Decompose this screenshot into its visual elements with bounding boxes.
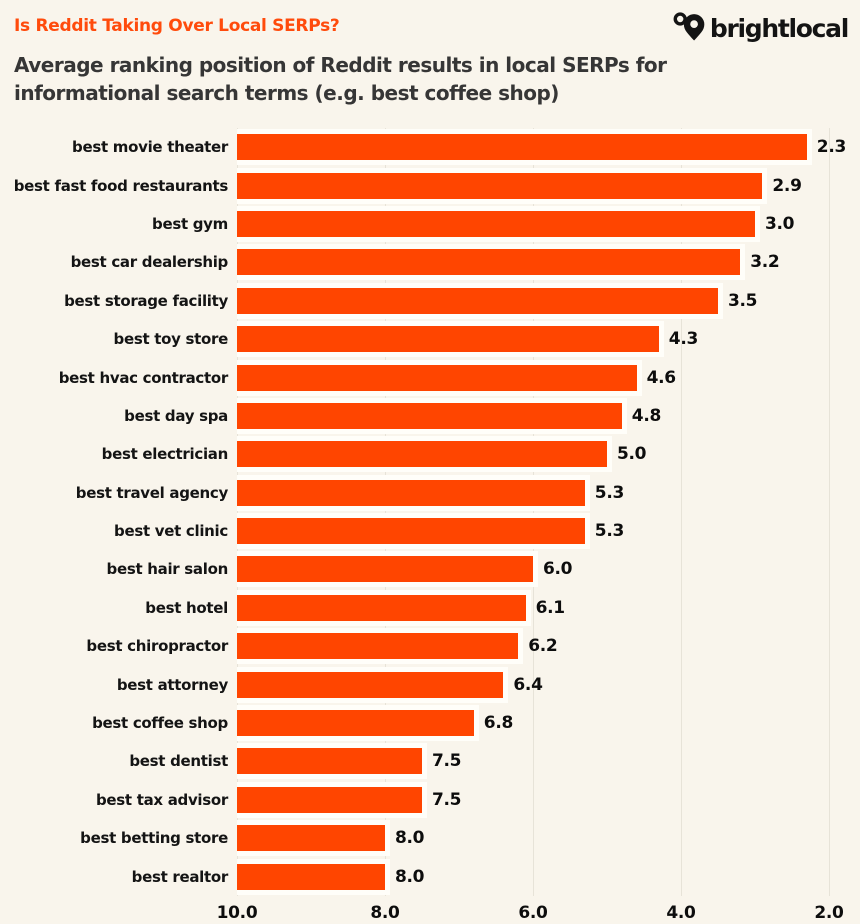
- x-tick-label: 10.0: [216, 903, 258, 923]
- bar-value-label: 3.5: [727, 290, 758, 311]
- bar: [237, 590, 531, 626]
- bar: [237, 206, 760, 242]
- bar-track: [237, 282, 860, 320]
- bar: [237, 628, 523, 664]
- category-label: best betting store: [80, 829, 228, 848]
- bar-track: [237, 435, 860, 473]
- category-label: best hair salon: [106, 560, 228, 579]
- bar-track: [237, 781, 860, 819]
- bar: [237, 667, 508, 703]
- bar-value-label: 5.3: [594, 482, 625, 503]
- bar-track: [237, 243, 860, 281]
- chart-row: [0, 358, 860, 396]
- bar-value-label: 6.0: [542, 559, 573, 580]
- bar-track: [237, 627, 860, 665]
- bar: [237, 551, 538, 587]
- chart-row: [0, 857, 860, 895]
- bar-value-label: 4.3: [668, 329, 699, 350]
- x-tick-label: 6.0: [518, 903, 548, 923]
- chart-title: [14, 52, 846, 107]
- bar-value-label: 6.2: [528, 636, 558, 657]
- bar: [237, 743, 427, 779]
- x-axis: [216, 896, 860, 924]
- chart-row: [0, 205, 860, 243]
- category-label: best toy store: [113, 330, 228, 349]
- category-label: best car dealership: [70, 253, 228, 272]
- category-label: best coffee shop: [92, 714, 228, 733]
- bar-value-label: 6.1: [535, 597, 565, 618]
- category-label: best travel agency: [75, 483, 228, 502]
- chart-row: [0, 550, 860, 588]
- bar-track: [237, 474, 860, 512]
- bar: [237, 244, 745, 280]
- bar: [237, 859, 390, 895]
- x-tick-label: 4.0: [666, 903, 696, 923]
- bar-value-label: 5.0: [616, 444, 647, 465]
- chart-row: [0, 819, 860, 857]
- bar-track: [237, 166, 860, 204]
- chart-row: [0, 243, 860, 281]
- bar-value-label: 2.9: [772, 175, 802, 196]
- category-label: best attorney: [116, 675, 228, 694]
- bar-chart: [0, 128, 860, 924]
- bar-track: [237, 128, 860, 166]
- chart-row: [0, 742, 860, 780]
- chart-title-line2: informational search terms (e.g. best coffee shop): [14, 80, 559, 105]
- chart-row: [0, 128, 860, 166]
- bar-value-label: 5.3: [594, 521, 625, 542]
- x-tick-label: 8.0: [370, 903, 400, 923]
- chart-title-line1: Average ranking position of Reddit results in local SERPs for: [14, 53, 667, 77]
- bar: [237, 782, 427, 818]
- chart-row: [0, 282, 860, 320]
- logo-wordmark: brightlocal: [709, 13, 848, 43]
- bar-track: [237, 742, 860, 780]
- bar: [237, 283, 723, 319]
- bar-track: [237, 589, 860, 627]
- chart-row: [0, 512, 860, 550]
- bar-value-label: 3.2: [750, 252, 780, 273]
- bar: [237, 398, 627, 434]
- category-label: best hvac contractor: [58, 368, 228, 387]
- chart-row: [0, 627, 860, 665]
- category-label: best realtor: [131, 867, 228, 886]
- bar: [237, 475, 590, 511]
- chart-rows: [0, 128, 860, 896]
- bar-value-label: 8.0: [394, 828, 425, 849]
- bar-value-label: 2.3: [816, 137, 847, 158]
- category-label: best electrician: [101, 445, 228, 464]
- chart-row: [0, 665, 860, 703]
- category-label: best tax advisor: [95, 790, 228, 809]
- chart-row: [0, 704, 860, 742]
- bar: [237, 820, 390, 856]
- bar: [237, 513, 590, 549]
- category-label: best dentist: [129, 752, 228, 771]
- category-label: best gym: [152, 214, 228, 233]
- bar: [237, 436, 612, 472]
- map-pin-icon: [672, 10, 708, 46]
- bar-value-label: 6.4: [513, 674, 543, 695]
- bar: [237, 168, 767, 204]
- bar-value-label: 8.0: [394, 866, 425, 887]
- chart-row: [0, 435, 860, 473]
- bar-value-label: 7.5: [431, 751, 462, 772]
- bar: [237, 129, 812, 165]
- bar-track: [237, 205, 860, 243]
- bar-track: [237, 665, 860, 703]
- bar-value-label: 4.8: [631, 405, 662, 426]
- bar-track: [237, 320, 860, 358]
- bar-value-label: 3.0: [764, 213, 795, 234]
- category-label: best chiropractor: [86, 637, 228, 656]
- bar-track: [237, 550, 860, 588]
- x-tick-label: 2.0: [814, 903, 844, 923]
- chart-row: [0, 320, 860, 358]
- bar-track: [237, 358, 860, 396]
- category-label: best day spa: [124, 406, 228, 425]
- brightlocal-logo: [672, 10, 848, 46]
- bar-value-label: 4.6: [646, 367, 676, 388]
- bar-value-label: 6.8: [483, 713, 514, 734]
- bar: [237, 321, 664, 357]
- report-title: Is Reddit Taking Over Local SERPs?: [14, 16, 340, 36]
- bar: [237, 360, 642, 396]
- chart-row: [0, 397, 860, 435]
- bar: [237, 705, 479, 741]
- bar-track: [237, 704, 860, 742]
- category-label: best storage facility: [64, 291, 228, 310]
- bar-track: [237, 857, 860, 895]
- bar-value-label: 7.5: [431, 789, 462, 810]
- bar-track: [237, 512, 860, 550]
- category-label: best vet clinic: [114, 522, 228, 541]
- category-label: best fast food restaurants: [13, 176, 228, 195]
- header: [0, 0, 860, 128]
- category-label: best hotel: [145, 598, 228, 617]
- chart-row: [0, 781, 860, 819]
- bar-track: [237, 819, 860, 857]
- category-label: best movie theater: [72, 138, 228, 157]
- chart-row: [0, 166, 860, 204]
- bar-track: [237, 397, 860, 435]
- chart-row: [0, 589, 860, 627]
- chart-row: [0, 474, 860, 512]
